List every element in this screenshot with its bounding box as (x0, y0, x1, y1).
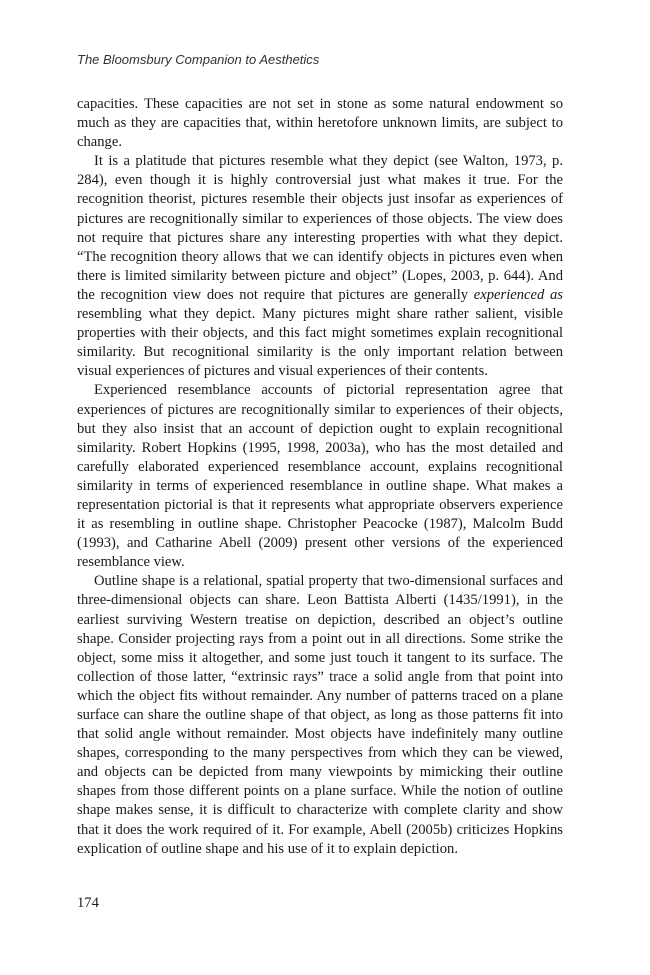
paragraph-recognition-theory (77, 152, 563, 381)
paragraph-continuation: capacities. These capacities are not set in stone as some natural endowment so much as they are capacities that, within heretofore unknown limits, are subject to change. (77, 96, 563, 151)
paragraph-text: It is a platitude that pictures resemble what they depict (see Walton, 1973, p. 284), even though it is highly controversial just what makes it true. For the recognition theorist, pictures resemble their objects just insofar as experiences of pictures are recognitionally similar to experiences of those objects. The view does not require that pictures share any interesting properties with what they depict. “The recognition theory allows that we can identify objects in pictures even when there is limited similarity between picture and object” (Lopes, 2003, p. 644). And the recognition view does not require that pictures are generally (77, 153, 563, 303)
paragraph-experienced-resemblance: Experienced resemblance accounts of pictorial representation agree that experiences of pictures are recognitionally similar to experiences of their objects, but they also insist that an account of depiction ought to explain recognitional similarity. Robert Hopkins (1995, 1998, 2003a), who has the most detailed and carefully elaborated experienced resemblance account, explains recognitional similarity in terms of experienced resemblance in outline shape. What makes a representation pictorial is that it represents what appropriate observers experience it as resembling in outline shape. Christopher Peacocke (1987), Malcolm Budd (1993), and Catharine Abell (2009) present other versions of the experienced resemblance view. (77, 382, 563, 571)
paragraph-outline-shape: Outline shape is a relational, spatial property that two-dimensional surfaces and three-dimensional objects can share. Leon Battista Alberti (1435/1991), in the earliest surviving Western treatise on depiction, described an object’s outline shape. Consider projecting rays from a point out in all directions. Some strike the object, some miss it altogether, and some just touch it tangent to its surface. The collection of those latter, “extrinsic rays” trace a solid angle from that point into which the object fits without remainder. Any number of patterns traced on a plane surface can share the outline shape of that object, as long as those patterns fit into that solid angle without remainder. Most objects have indefinitely many outline shapes, corresponding to the many perspectives from which they can be viewed, and objects can be depicted from many viewpoints by mimicking their outline shapes from those different points on a plane surface. While the notion of outline shape makes sense, it is difficult to characterize with complete clarity and show that it does the work required of it. For example, Abell (2005b) criticizes Hopkins explication of outline shape and his use of it to explain depiction. (77, 573, 563, 857)
italic-phrase: experienced as (473, 286, 563, 303)
body-text (77, 95, 563, 859)
running-header: The Bloomsbury Companion to Aesthetics (77, 52, 320, 67)
paragraph-text: resembling what they depict. Many pictures might share rather salient, visible properties with their objects, and this fact might sometimes explain recognitional similarity. But recognitional similarity is the only important relation between visual experiences of pictures and visual experiences of their contents. (77, 306, 563, 380)
page-number: 174 (77, 895, 99, 911)
